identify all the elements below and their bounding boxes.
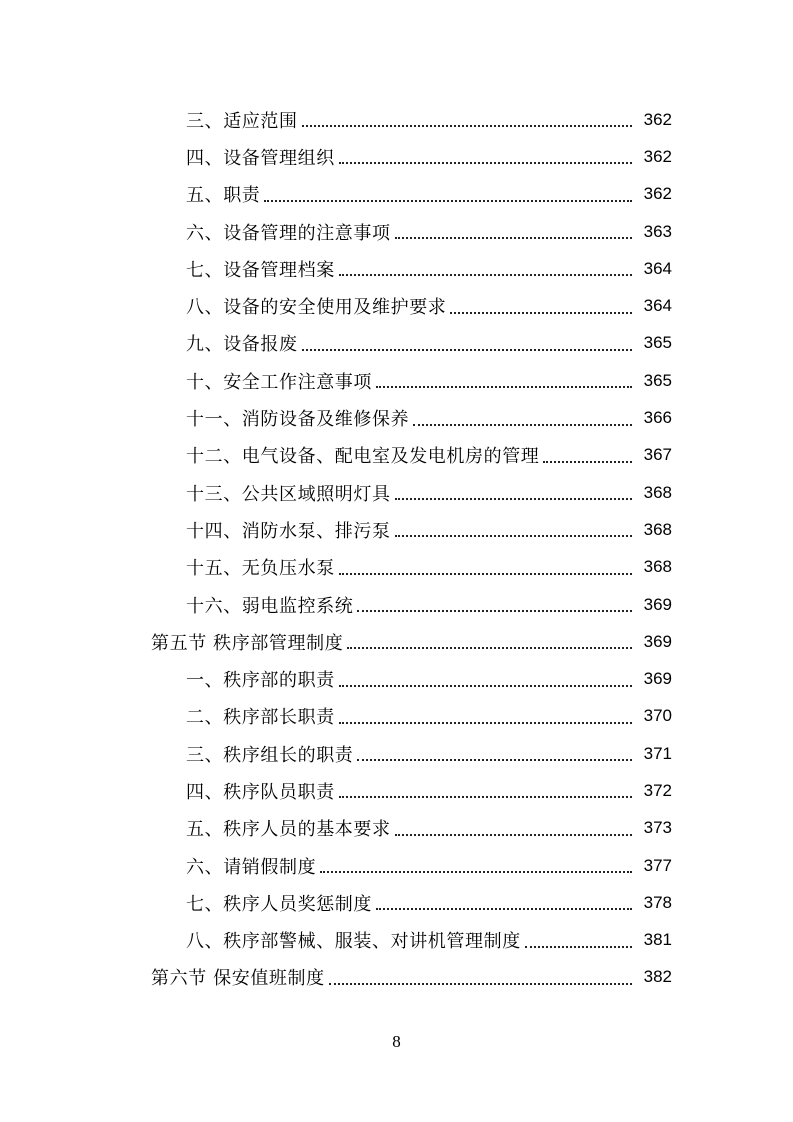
dot-leader: [339, 684, 632, 687]
dot-leader: [329, 982, 632, 985]
toc-entry[interactable]: [0, 586, 793, 623]
toc-entry[interactable]: [0, 698, 793, 735]
toc-entry-label: 八、设备的安全使用及维护要求: [186, 297, 447, 319]
toc-entry-page-number: 362: [643, 146, 672, 166]
toc-entry[interactable]: [0, 325, 793, 362]
toc-entry-label: 十六、弱电监控系统: [186, 595, 354, 617]
toc-entry-page-number: 367: [643, 445, 672, 465]
dot-leader: [264, 199, 632, 202]
toc-entry-page-number: 368: [643, 519, 672, 539]
dot-leader: [395, 534, 632, 537]
toc-entry-label: 五、秩序人员的基本要求: [186, 819, 391, 841]
dot-leader: [347, 646, 632, 649]
toc-entry[interactable]: [0, 213, 793, 250]
toc-entry-page-number: 365: [643, 370, 672, 390]
toc-entry[interactable]: [0, 735, 793, 772]
toc-entry-label: 十五、无负压水泵: [186, 558, 335, 580]
toc-entry-page-number: 371: [643, 743, 672, 763]
toc-entry-label: 十二、电气设备、配电室及发电机房的管理: [186, 446, 540, 468]
toc-entry[interactable]: [0, 549, 793, 586]
dot-leader: [376, 907, 632, 910]
toc-entry[interactable]: [0, 660, 793, 697]
toc-entry-page-number: 362: [643, 109, 672, 129]
toc-entry[interactable]: [0, 399, 793, 436]
toc-section-entry[interactable]: [0, 959, 793, 996]
toc-entry-label: 十三、公共区域照明灯具: [186, 483, 391, 505]
toc-entry-page-number: 378: [643, 892, 672, 912]
toc-entry[interactable]: [0, 362, 793, 399]
dot-leader: [413, 423, 632, 426]
dot-leader: [339, 161, 632, 164]
dot-leader: [320, 870, 632, 873]
toc-entry-label: 六、设备管理的注意事项: [186, 222, 391, 244]
toc-entry-label: 一、秩序部的职责: [186, 670, 335, 692]
toc-entry-label: 第五节 秩序部管理制度: [151, 632, 344, 654]
toc-entry[interactable]: [0, 474, 793, 511]
toc-entry-page-number: 368: [643, 482, 672, 502]
toc-entry-label: 四、秩序队员职责: [186, 781, 335, 803]
dot-leader: [357, 609, 632, 612]
toc-entry-page-number: 370: [643, 706, 672, 726]
toc-entry[interactable]: [0, 287, 793, 324]
toc-entry[interactable]: [0, 884, 793, 921]
toc-entry[interactable]: [0, 101, 793, 138]
toc-entry[interactable]: [0, 176, 793, 213]
dot-leader: [395, 833, 632, 836]
toc-entry[interactable]: [0, 922, 793, 959]
toc-entry-label: 七、设备管理档案: [186, 259, 335, 281]
toc-entry-label: 三、适应范围: [186, 110, 298, 132]
toc-entry[interactable]: [0, 847, 793, 884]
toc-entry-label: 第六节 保安值班制度: [151, 968, 325, 990]
toc-entry[interactable]: [0, 511, 793, 548]
dot-leader: [357, 758, 632, 761]
dot-leader: [376, 385, 632, 388]
toc-entry-label: 十一、消防设备及维修保养: [186, 409, 410, 431]
toc-entry-page-number: 364: [643, 258, 672, 278]
toc-entry-page-number: 373: [643, 818, 672, 838]
toc-entry-page-number: 381: [643, 930, 672, 950]
toc-entry-page-number: 368: [643, 557, 672, 577]
toc-entry-label: 二、秩序部长职责: [186, 707, 335, 729]
toc-entry-page-number: 377: [643, 855, 672, 875]
toc-entry-label: 九、设备报废: [186, 334, 298, 356]
dot-leader: [395, 497, 632, 500]
toc-entry-page-number: 369: [643, 631, 672, 651]
dot-leader: [339, 273, 632, 276]
toc-entry-page-number: 365: [643, 333, 672, 353]
toc-entry-label: 四、设备管理组织: [186, 147, 335, 169]
dot-leader: [525, 945, 632, 948]
dot-leader: [339, 721, 632, 724]
toc-entry-page-number: 369: [643, 669, 672, 689]
toc-entry-page-number: 369: [643, 594, 672, 614]
toc-entry-page-number: 382: [643, 967, 672, 987]
toc-entry-page-number: 364: [643, 296, 672, 316]
dot-leader: [395, 236, 632, 239]
toc-entry-label: 五、职责: [186, 185, 261, 207]
dot-leader: [302, 124, 632, 127]
dot-leader: [339, 795, 632, 798]
dot-leader: [302, 348, 632, 351]
toc-entry[interactable]: [0, 772, 793, 809]
toc-entry-label: 六、请销假制度: [186, 856, 317, 878]
toc-entry[interactable]: [0, 138, 793, 175]
table-of-contents: [0, 101, 793, 996]
dot-leader: [543, 460, 632, 463]
dot-leader: [450, 311, 632, 314]
toc-entry-page-number: 366: [643, 408, 672, 428]
toc-section-entry[interactable]: [0, 623, 793, 660]
dot-leader: [339, 572, 632, 575]
toc-entry-label: 三、秩序组长的职责: [186, 744, 354, 766]
toc-entry[interactable]: [0, 250, 793, 287]
toc-entry-label: 八、秩序部警械、服装、对讲机管理制度: [186, 931, 521, 953]
toc-entry-page-number: 363: [643, 221, 672, 241]
toc-entry-label: 十四、消防水泵、排污泵: [186, 520, 391, 542]
page-number: 8: [392, 1032, 401, 1051]
toc-entry-label: 七、秩序人员奖惩制度: [186, 893, 372, 915]
toc-entry-page-number: 362: [643, 184, 672, 204]
toc-entry[interactable]: [0, 437, 793, 474]
toc-entry-page-number: 372: [643, 780, 672, 800]
toc-entry[interactable]: [0, 810, 793, 847]
toc-entry-label: 十、安全工作注意事项: [186, 371, 372, 393]
